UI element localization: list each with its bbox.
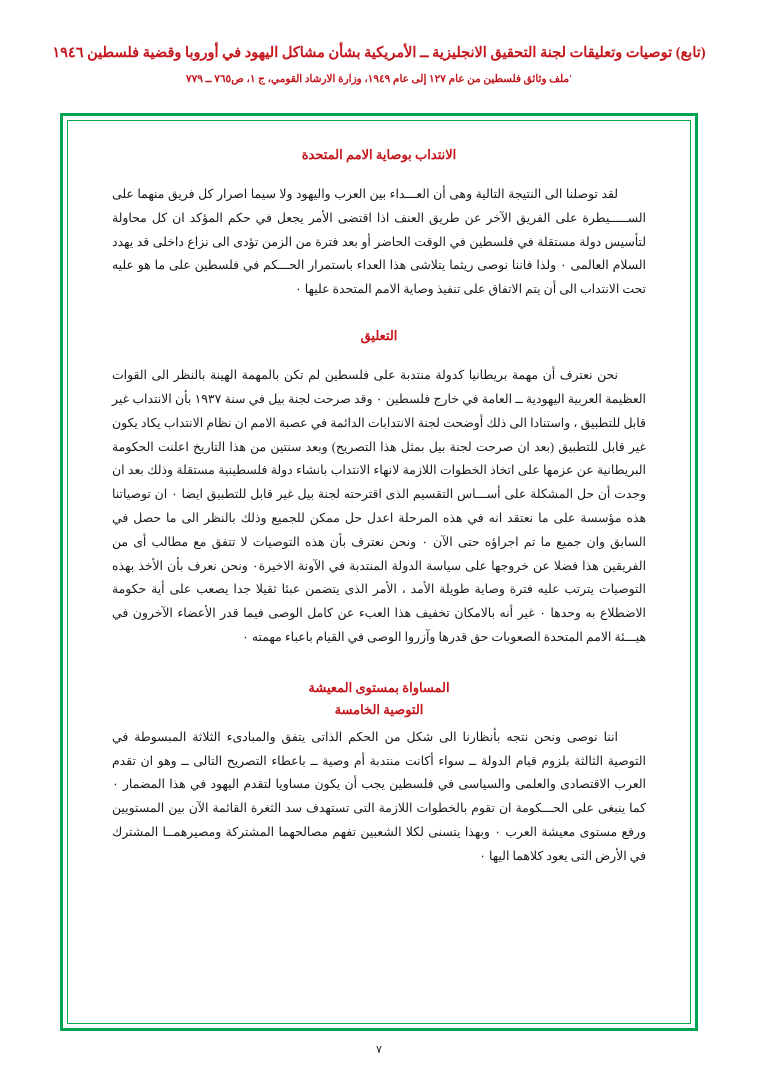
header-title: (تابع) توصيات وتعليقات لجنة التحقيق الانجليزية ــ الأمريكية بشأن مشاكل اليهود في أوروبا وقضية فلسطين ١٩٤٦	[52, 45, 706, 61]
paragraph-living-standards-1: اننا نوصى ونحن نتجه بأنظارنا الى شكل من الحكم الذاتى يتفق والمبادىء الثلاثة المبسوطة في التوصية الثالثة بلزوم قيام الدولة ــ سواء أكانت منتدبة أم وصية ــ باعطاء التصريح التالى ــ وهو ان تقدم العرب الاقتصادى والعلمى والسياسى في فلسطين يجب أن يكون مساويا لتقدم اليهود في هذا المضمار ٠ كما ينبغى على الحـــكومة ان تقوم بالخطوات اللازمة التى تستهدف سد الثغرة القائمة الآن بين المستويين ورفع مستوى معيشة العرب ٠ وبهذا يتسنى لكلا الشعبين تفهم مصالحهما المشتركة ومصيرهمــا المشترك في الأرض التى يعود كلاهما اليها ٠	[112, 729, 646, 863]
section-heading-mandate: الانتداب بوصاية الامم المتحدة	[301, 147, 457, 162]
green-content-frame	[60, 113, 698, 1031]
paragraph-commentary-1: نحن نعترف أن مهمة بريطانيا كدولة منتدبة على فلسطين لم تكن بالمهمة الهينة بالنظر الى القوات العظيمة العربية اليهودية ــ العامة في خارج فلسطين ٠ وقد صرحت لجنة بيل في سنة ١٩٣٧ بأن الانتداب غير قابل للتطبيق ، واستنادا الى ذلك أوضحت لجنة الانتدابات الدائمة في عصبة الامم ان نظام الانتداب يكاد يكون غير قابل للتطبيق (بعد ان صرحت لجنة بيل بمثل هذا التصريح) وبعد سنتين من هذا التاريخ اعلنت الحكومة البريطانية عن عزمها على اتخاذ الخطوات اللازمة لانهاء الانتداب بانشاء دولة فلسطينية مستقلة وذلك بعد ان وجدت أن حل المشكلة على أســـاس التقسيم الذى اقترحته لجنة بيل غير قابل للتطبيق ايضا ٠ ان توصياتنا هذه مؤسسة على ما نعتقد انه في هذه المرحلة اعدل حل ممكن للجميع وذلك بالنظر الى ما حصل في السابق وان جميع ما تم اجراؤه حتى الآن ٠ ونحن نعترف بأن هذه التوصيات لا تتفق مع مطالب أى من الفريقين هذا فضلا عن خروجها على سياسة الدولة المنتدبة في الآونة الاخيرة٠ ونحن نعرف بأن الأخذ بهذه التوصيات يترتب عليه فترة وصاية طويلة الأمد ، الأمر الذى يتضمن عبئا ثقيلا جدا يصعب على أية حكومة الاضطلاع به وحدها ٠ غير أنه بالامكان تخفيف هذا العبء عن كامل الوصى فيما قدر الأعضاء الآخرون في هيـــئة الامم المتحدة الصعوبات حق قدرها وآزروا الوصى في القيام باعباء مهمته ٠	[112, 368, 647, 644]
section-heading-living-standards: المساواة بمستوى المعيشة	[308, 679, 450, 695]
document-header	[0, 0, 758, 87]
content-area	[67, 120, 691, 1024]
page-number: ٧	[376, 1044, 382, 1056]
section-subheading-recommendation-five: التوصية الخامسة	[334, 701, 424, 717]
section-heading-commentary: التعليق	[360, 328, 398, 344]
paragraph-mandate-1: لقد توصلنا الى النتيجة التالية وهى أن العـــداء بين العرب واليهود ولا سيما اصرار كل فريق منهما على الســـــيطرة على الفريق الآخر عن طريق العنف اذا اقتضى الأمر يجعل في حكم المؤكد ان كل محاولة لتأسيس دولة مستقلة في فلسطين في الوقت الحاضر أو بعد فترة من الزمن تؤدى الى نزاع داخلى قد يهدد السلام العالمى ٠ ولذا فاننا نوصى ريثما يتلاشى هذا العداء باستمرار الحـــكم في فلسطين على ما هو عليه تحت الانتداب الى أن يتم الاتفاق على تنفيذ وصاية الامم المتحدة عليها ٠	[112, 187, 646, 297]
header-source-line: 'ملف وثائق فلسطين من عام ١٢٧ إلى عام ١٩٤٩، وزارة الارشاد القومي، ج ١، ص٧٦٥ ــ ٧٧٩	[185, 73, 573, 85]
